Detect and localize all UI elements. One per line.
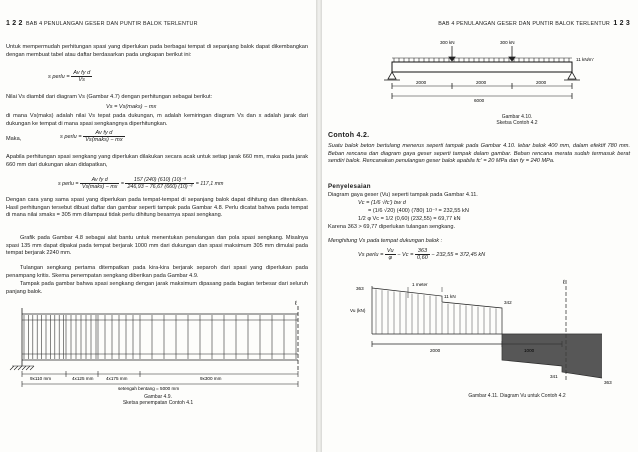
- diag-1000: 1000: [524, 348, 535, 353]
- left-chapter-title: BAB 4 PENULANGAN GESER DAN PUNTIR BALOK TERLENTUR: [25, 21, 198, 27]
- paragraph-3: di mana Vs(maks) adalah nilai Vs tepat pada dukungan, m adalah kemiringan diagram Vs dan x adalah jarak dari dukungan ke tempat di mana spasi sengkangnya diperhitungkan.: [6, 113, 308, 127]
- paragraph-5: Dengan cara yang sama spasi yang diperlukan pada tempat-tempat di sepanjang balok dapat dihitung dan ditentukan. Hasil perhitungan tersebut dibuat daftar dan gambar seperti tampak pada Gambar 4.8. Perlu dicatat bahwa pada tempat di mana nilai smaks = 305 mm dilampaui tidak perlu dihitung besarnya spasi sengkang.: [6, 197, 308, 219]
- paragraph-8: Tampak pada gambar bahwa spasi sengkang dengan jarak maksimum dipasang pada bagian terbesar dari seluruh panjang balok.: [6, 281, 308, 295]
- figure-4-9-caption: Gambar 4.9. Sketsa penempatan Contoh 4.1: [122, 394, 194, 406]
- figure-4-11-caption: Gambar 4.11. Diagram Vu untuk Contoh 4.2: [468, 393, 566, 399]
- contoh-text: Suatu balok beton bertulang menerus seperti tampak pada Gambar 4.10. lebar balok 400 mm, dalam efektif 780 mm. Beban rencana dan diagram gaya geser seperti tampak dalam gambar. Beban rencana merata sudah termasuk berat sendiri balok. Rencanakan penulangan geser balok apabila fc' = 20 MPa dan fy = 240 MPa.: [328, 143, 630, 165]
- diag-342: 342: [504, 300, 512, 305]
- vc-line-2: = (1/6 √20) (400) (780) 10⁻³ = 232,55 kN: [368, 208, 469, 214]
- contoh-heading: Contoh 4.2.: [328, 132, 370, 139]
- penyelesaian-text: Diagram gaya geser (Vu) seperti tampak pada Gambar 4.11.: [328, 192, 478, 198]
- karena-text: Karena 363 > 69,77 diperlukan tulangan sengkang.: [328, 224, 456, 230]
- vc-line-1: Vc = (1/6 √fc') bw d: [358, 200, 406, 206]
- equation-3: s perlu = $\frac{\text{Av fy d}}{\text{Vs(maks) − mx}}$: [60, 130, 123, 143]
- half-span-label: setengah bentang = 5000 mm: [118, 386, 180, 391]
- load-1: 300 kN: [440, 40, 455, 45]
- total-dim: 6000: [474, 98, 485, 103]
- menghitung-text: Menghitung Vs pada tempat dukungan balok :: [328, 238, 443, 244]
- paragraph-7: Tulangan sengkang pertama ditempatkan pada kira-kira berjarak separoh dari spasi yang diperlukan pada penampang kritis. Skema penempatan sengkang diberikan pada Gambar 4.9.: [6, 265, 308, 279]
- span-dim-2: 2000: [476, 80, 487, 85]
- right-page: [322, 0, 638, 452]
- figure-4-10: [382, 40, 622, 114]
- equation-1: s perlu = $\frac{\text{Av fy d}}{Vs}$: [48, 70, 91, 83]
- right-page-number: 1 2 3: [613, 20, 630, 27]
- load-2: 300 kN: [500, 40, 515, 45]
- figure-4-10-caption: Gambar 4.10. Sketsa Contoh 4.2: [496, 114, 538, 126]
- figure-4-11: [352, 278, 622, 388]
- left-page-number: 1 2 2: [6, 20, 23, 27]
- dim-1: 9x110 mm: [30, 376, 52, 381]
- left-header: [6, 20, 198, 27]
- udl-label: 11 kN/m': [576, 57, 594, 62]
- paragraph-1: Untuk mempermudah perhitungan spasi yang diperlukan pada berbagai tempat di sepanjang balok dapat dikembangkan dengan membuat tabel atau daftar berdasarkan pada ungkapan berikut ini:: [6, 44, 308, 58]
- maka-label: Maka,: [6, 136, 22, 142]
- centerline-symbol: ℓ: [295, 301, 297, 307]
- left-page: [0, 0, 316, 452]
- penyelesaian-heading: Penyelesaian: [328, 183, 371, 190]
- dim-4: 9x300 mm: [200, 376, 222, 381]
- diag-centerline: ℓ: [563, 280, 565, 286]
- diag-1-meter: 1 meter: [412, 282, 428, 287]
- paragraph-2: Nilai Vs diambil dari diagram Vs (Gambar 4.7) dengan perhitungan sebagai berikut:: [6, 94, 213, 100]
- right-header: [438, 20, 630, 27]
- equation-4: s perlu = $\frac{\text{Av fy d}}{\text{Vs(maks) − mx}}$ = $\frac{\text{157 (240) (610) (10)⁻³}}{\text{246,93 − 76,67 (660) (10)⁻³}}$ = 117,1 mm: [58, 177, 224, 190]
- paragraph-4: Apabila perhitungan spasi sengkang yang diperlukan dilakukan secara acak untuk setiap jarak 660 mm, maka pada jarak 660 mm dari dukungan akan didapatkan,: [6, 154, 308, 168]
- diag-2000: 2000: [430, 348, 441, 353]
- diag-341: 341: [550, 374, 558, 379]
- dim-3: 4x175 mm: [106, 376, 128, 381]
- diag-363-top: 363: [356, 286, 364, 291]
- right-chapter-title: BAB 4 PENULANGAN GESER DAN PUNTIR BALOK TERLENTUR: [438, 21, 611, 27]
- span-dim-3: 2000: [536, 80, 547, 85]
- vs-equation: Vs perlu = $\frac{Vu}{\varphi}$ − Vc = $\frac{363}{0,60}$ − 232,55 = 372,45 kN: [358, 248, 486, 261]
- paragraph-6: Grafik pada Gambar 4.8 sebagai alat bantu untuk menentukan penulangan dan pola spasi sengkang. Misalnya spasi 135 mm dapat dipakai pada tempat berjarak 1000 mm dari dukungan dan spasi maksimum 305 mm dimulai pada tempat berjarak 2240 mm.: [6, 235, 308, 257]
- span-dim-1: 2000: [416, 80, 427, 85]
- diag-363-bottom: 363: [604, 380, 612, 385]
- dim-2: 4x125 mm: [72, 376, 94, 381]
- vc-line-3: 1/2 φ Vc = 1/2 (0,60) (232,55) = 69,77 kN: [358, 216, 461, 222]
- diag-vu-axis: Vu (kN): [350, 308, 366, 313]
- equation-2: Vs = Vs(maks) − mx: [106, 104, 157, 110]
- diag-11kn: 11 kN: [444, 294, 456, 299]
